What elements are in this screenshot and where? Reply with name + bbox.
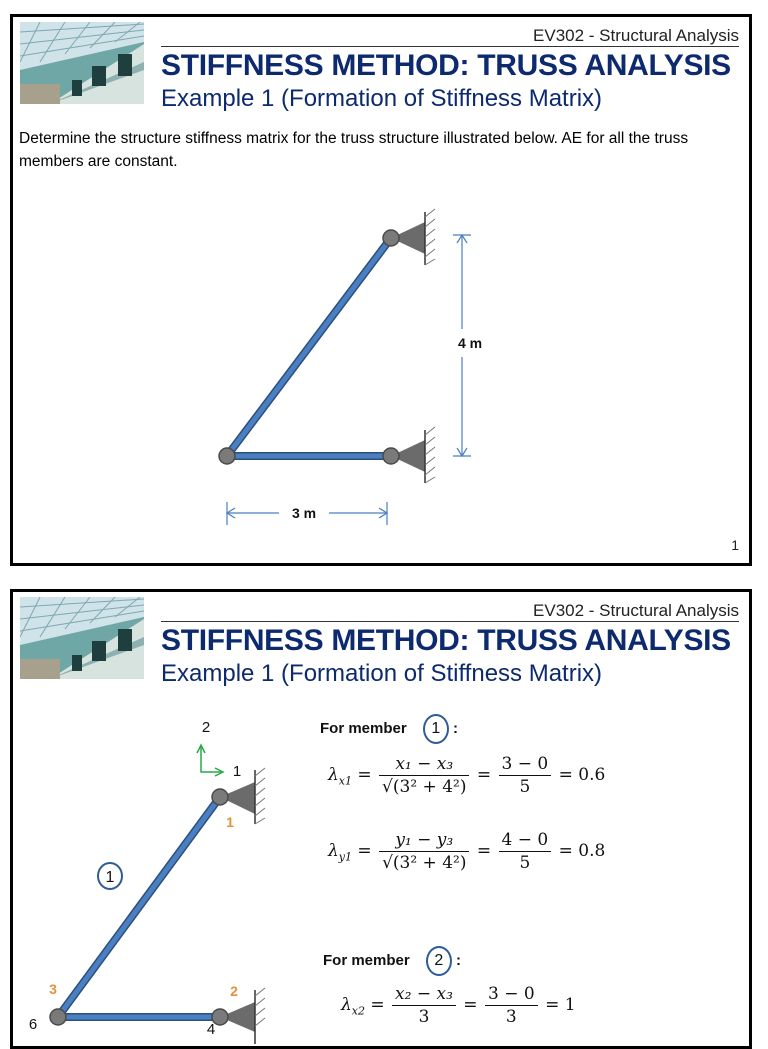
equation-lambda-y1: $\lambda_{y1}$ = $\frac{\text{y₁ − y₃}}{\text{√(3² + 4²)}}$ = $\frac{4 - 0}{5}$ = 0.8 <box>328 830 606 873</box>
eq-fraction-values <box>499 754 552 797</box>
eq-denominator-values: 5 <box>519 853 531 873</box>
equation-lambda-x1: $\lambda_{x1}$ = $\frac{\text{x₁ − x₃}}{\text{√(3² + 4²)}}$ = $\frac{3 - 0}{5}$ = 0.6 <box>328 754 606 797</box>
eq-result: = 1 <box>545 995 576 1015</box>
eq-numerator-values: 4 − 0 <box>499 830 552 852</box>
eq-fraction-coords <box>379 754 469 797</box>
node-1 <box>212 789 228 805</box>
node-bottom-left <box>219 448 235 464</box>
dimension-height-label: 4 m <box>457 335 483 351</box>
dof-label-2: 2 <box>201 719 211 736</box>
equation-lambda-x2: $\lambda_{x2}$ = $\frac{\text{x₂ − x₃}}{3}$ = $\frac{3 - 0}{3}$ = 1 <box>341 984 576 1027</box>
member-1-number: 1 <box>423 714 449 744</box>
eq-denominator-values: 3 <box>505 1007 517 1027</box>
problem-statement: Determine the structure stiffness matrix for the truss structure illustrated below. AE for all the truss members are constant. <box>19 130 689 170</box>
member-2-heading-text: For member <box>323 951 410 969</box>
slide-title: STIFFNESS METHOD: TRUSS ANALYSIS <box>161 624 731 657</box>
member-2-heading <box>323 946 461 976</box>
course-name: EV302 - Structural Analysis <box>533 26 739 45</box>
dof-label-4: 4 <box>206 1021 216 1038</box>
dof-arrows-icon <box>197 745 223 776</box>
node-top <box>383 230 399 246</box>
eq-result: = 0.8 <box>558 841 606 861</box>
dimension-width-label: 3 m <box>291 505 317 521</box>
eq-numerator: x₁ − x₃ <box>379 754 469 776</box>
eq-numerator-values: 3 − 0 <box>499 754 552 776</box>
dof-label-6: 6 <box>28 1016 38 1033</box>
eq-lambda-sub: x2 <box>351 1004 365 1018</box>
dof-label-1: 1 <box>232 763 242 780</box>
slide-subtitle: Example 1 (Formation of Stiffness Matrix) <box>161 660 603 687</box>
eq-denominator: 3 <box>418 1007 430 1027</box>
eq-result: = 0.6 <box>558 765 606 785</box>
eq-fraction-values <box>485 984 538 1027</box>
member-1-heading-text: For member <box>320 719 407 737</box>
eq-lambda-sub: y1 <box>338 850 352 864</box>
eq-fraction-coords <box>392 984 456 1027</box>
eq-denominator: √(3² + 4²) <box>382 853 467 873</box>
eq-denominator: √(3² + 4²) <box>382 777 467 797</box>
member-2-colon: : <box>456 951 462 969</box>
node-bottom-right <box>383 448 399 464</box>
node-label-2: 2 <box>230 983 238 999</box>
slide-2 <box>10 589 752 1049</box>
eq-numerator-values: 3 − 0 <box>485 984 538 1006</box>
eq-lambda-sub: x1 <box>338 774 352 788</box>
slide-1 <box>10 14 752 566</box>
eq-fraction-values <box>499 830 552 873</box>
eq-denominator-values: 5 <box>519 777 531 797</box>
slide-title: STIFFNESS METHOD: TRUSS ANALYSIS <box>161 49 731 82</box>
node-3 <box>50 1009 66 1025</box>
truss-diagram <box>13 17 752 566</box>
member-2-number: 2 <box>426 946 452 976</box>
member-diagonal-fill <box>227 238 391 456</box>
member-1-heading <box>320 714 458 744</box>
truss-diagram-labeled <box>13 592 752 1049</box>
node-label-3: 3 <box>49 981 57 997</box>
eq-numerator: y₁ − y₃ <box>379 830 469 852</box>
course-name: EV302 - Structural Analysis <box>533 601 739 620</box>
member-1-fill <box>58 797 220 1017</box>
member-label-1: 1 <box>105 869 115 886</box>
eq-lambda-symbol: λ <box>328 841 339 861</box>
slide-subtitle: Example 1 (Formation of Stiffness Matrix) <box>161 85 603 112</box>
node-label-1: 1 <box>226 814 234 830</box>
eq-lambda-symbol: λ <box>328 765 339 785</box>
member-1-colon: : <box>453 719 459 737</box>
eq-numerator: x₂ − x₃ <box>392 984 456 1006</box>
eq-lambda-symbol: λ <box>341 995 352 1015</box>
eq-fraction-coords <box>379 830 469 873</box>
page-number: 1 <box>731 537 739 553</box>
